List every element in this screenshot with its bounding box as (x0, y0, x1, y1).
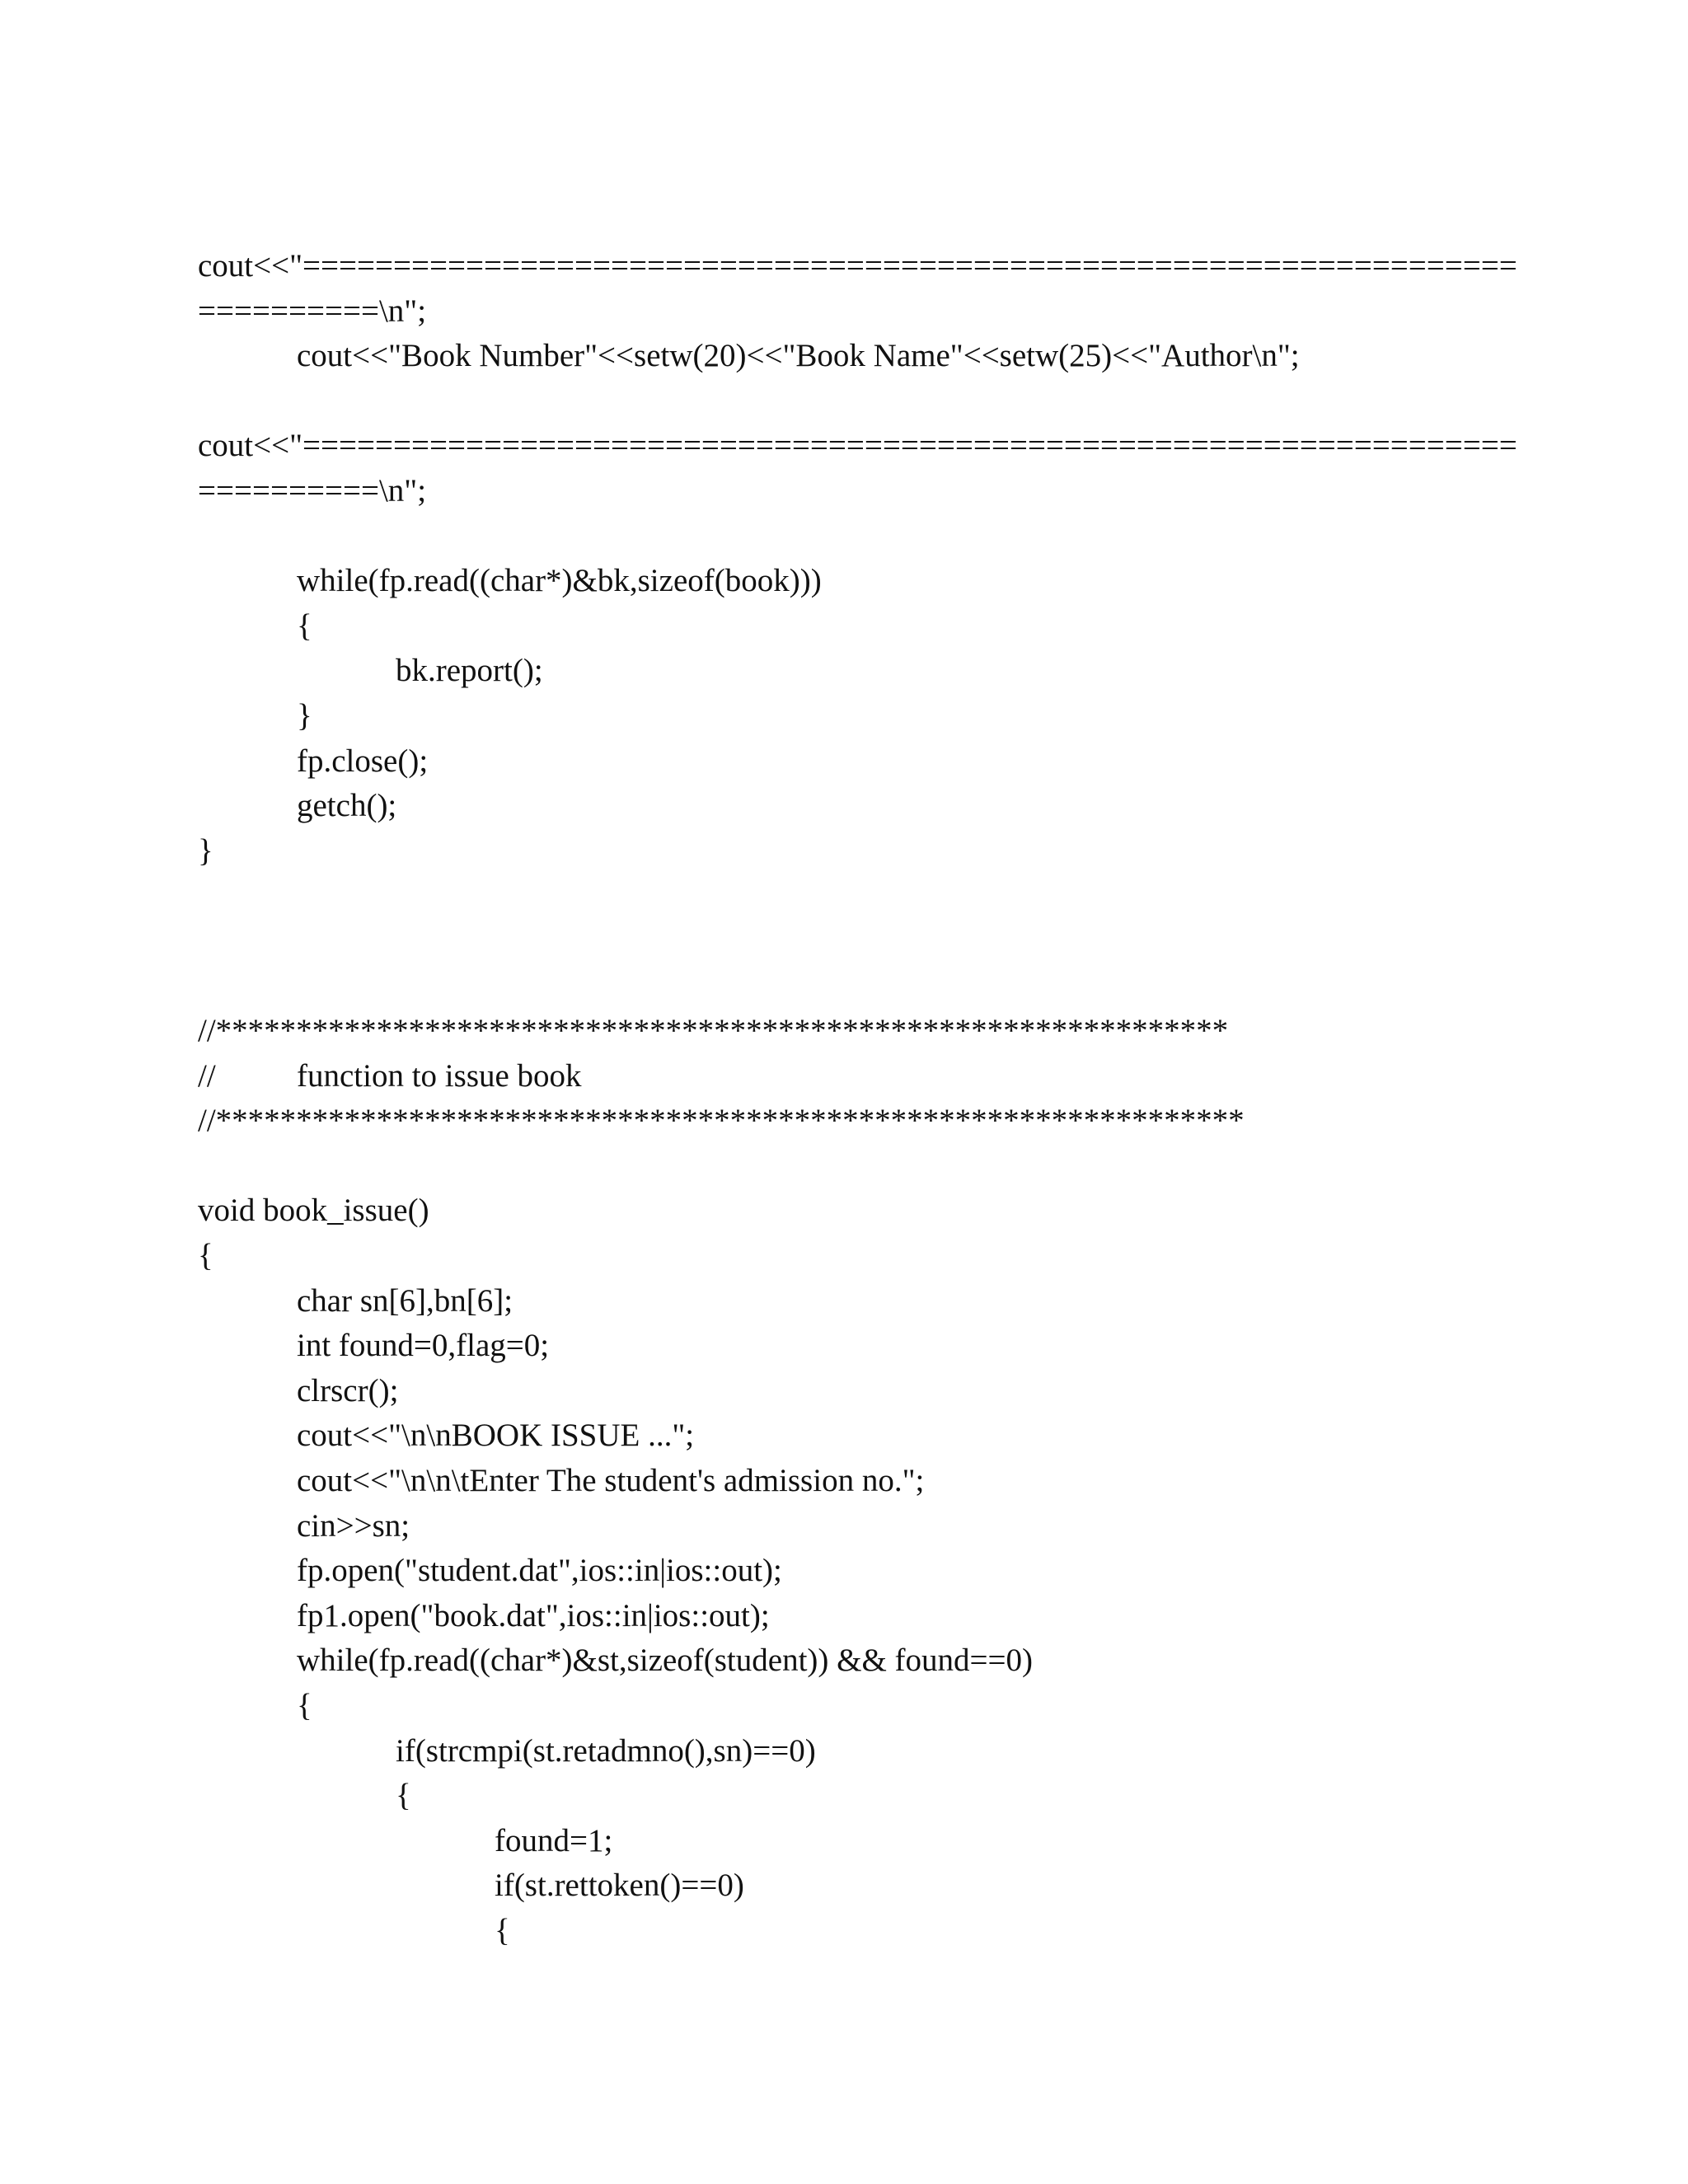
blank-line (198, 919, 1550, 964)
blank-line (198, 874, 1550, 919)
code-line (198, 1009, 1550, 1054)
code-text: cout<<"\n\nBOOK ISSUE ..."; (297, 1418, 695, 1454)
code-line (198, 1549, 1550, 1594)
code-text: while(fp.read((char*)&bk,sizeof(book))) (297, 563, 822, 599)
code-line (198, 1369, 1550, 1414)
code-text: ==========\n"; (198, 293, 427, 329)
blank-line (198, 1144, 1550, 1189)
code-line (198, 1279, 1550, 1324)
code-text: { (198, 1238, 213, 1274)
code-line (198, 1234, 1550, 1279)
code-text: int found=0,flag=0; (297, 1328, 550, 1364)
code-text: getch(); (297, 788, 397, 824)
code-line (198, 559, 1550, 604)
code-line (198, 1863, 1550, 1909)
blank-line (198, 514, 1550, 560)
code-text: ==========\n"; (198, 472, 427, 509)
code-text: { (297, 607, 312, 644)
code-line (198, 469, 1550, 514)
code-line (198, 1188, 1550, 1234)
code-line (198, 1099, 1550, 1144)
code-text: cin>>sn; (297, 1507, 410, 1544)
code-text: //**************************************************************** (198, 1103, 1245, 1139)
code-text: char sn[6],bn[6]; (297, 1282, 513, 1319)
code-line (198, 1774, 1550, 1819)
code-text: while(fp.read((char*)&st,sizeof(student)) && found==0) (297, 1643, 1034, 1679)
code-text: if(strcmpi(st.retadmno(),sn)==0) (396, 1732, 816, 1769)
code-listing (198, 244, 1550, 1954)
code-text: bk.report(); (396, 653, 543, 689)
code-text: clrscr(); (297, 1372, 399, 1408)
code-line (198, 1729, 1550, 1774)
code-line (198, 1459, 1550, 1504)
code-line (198, 829, 1550, 874)
code-line (198, 1504, 1550, 1549)
code-text: { (396, 1778, 411, 1814)
code-text: cout<<"=================================================================== (198, 428, 1517, 464)
code-text: cout<<"\n\n\tEnter The student's admission no."; (297, 1463, 925, 1499)
code-line (198, 424, 1550, 469)
code-line (198, 244, 1550, 289)
code-line (198, 1594, 1550, 1639)
code-line (198, 1324, 1550, 1369)
code-line (198, 1684, 1550, 1729)
code-line (198, 784, 1550, 829)
code-line (198, 649, 1550, 694)
blank-line (198, 379, 1550, 424)
code-line (198, 1909, 1550, 1954)
comment-prefix: // (198, 1057, 216, 1094)
code-text: //*************************************************************** (198, 1013, 1229, 1049)
code-text: fp.close(); (297, 743, 429, 779)
code-text: fp.open("student.dat",ios::in|ios::out); (297, 1553, 782, 1589)
code-line (198, 739, 1550, 785)
code-text: found=1; (495, 1822, 613, 1858)
blank-line (198, 964, 1550, 1010)
code-text: fp1.open("book.dat",ios::in|ios::out); (297, 1597, 770, 1633)
code-text: } (297, 697, 312, 733)
code-text: void book_issue() (198, 1193, 429, 1229)
code-text: if(st.rettoken()==0) (495, 1868, 744, 1904)
code-line (198, 334, 1550, 379)
code-line (198, 1054, 1550, 1099)
code-text: cout<<"Book Number"<<setw(20)<<"Book Name"<<setw(25)<<"Author\n"; (297, 338, 1300, 374)
code-text: function to issue book (297, 1057, 582, 1094)
code-text: cout<<"=================================================================== (198, 248, 1517, 284)
code-line (198, 694, 1550, 739)
code-line (198, 604, 1550, 649)
code-line (198, 1638, 1550, 1684)
code-line (198, 1819, 1550, 1864)
code-line (198, 289, 1550, 335)
code-line (198, 1413, 1550, 1459)
code-text: { (495, 1912, 510, 1948)
code-text: } (198, 832, 213, 869)
code-text: { (297, 1688, 312, 1723)
